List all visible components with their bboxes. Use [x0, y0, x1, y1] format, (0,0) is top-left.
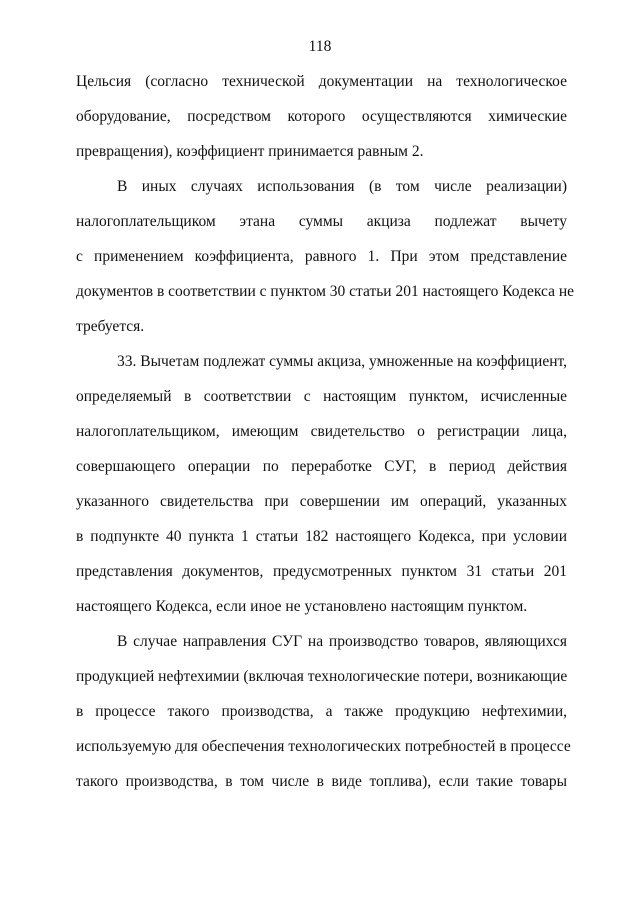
text-line: такого производства, в том числе в виде топлива), если такие товары [76, 773, 567, 790]
text-line: представления документов, предусмотренных пунктом 31 статьи 201 [76, 563, 567, 580]
text-line: настоящего Кодекса, если иное не установлено настоящим пунктом. [76, 598, 528, 615]
text-line: документов в соответствии с пунктом 30 статьи 201 настоящего Кодекса не [76, 283, 574, 300]
page-number: 118 [308, 38, 332, 55]
text-line: требуется. [76, 318, 145, 335]
text-line: в процессе такого производства, а также продукцию нефтехимии, [76, 703, 567, 720]
text-line: превращения), коэффициент принимается равным 2. [76, 143, 424, 160]
text-line: указанного свидетельства при совершении им операций, указанных [76, 493, 567, 510]
paragraph-first-line: 33. Вычетам подлежат суммы акциза, умноженные на коэффициент, [117, 353, 568, 370]
text-line: налогоплательщиком, имеющим свидетельство о регистрации лица, [76, 423, 567, 440]
text-line: продукцией нефтехимии (включая технологические потери, возникающие [76, 668, 568, 685]
text-line: в подпункте 40 пункта 1 статьи 182 настоящего Кодекса, при условии [76, 528, 567, 545]
text-line: совершающего операции по переработке СУГ, в период действия [76, 458, 567, 475]
text-line: с применением коэффициента, равного 1. При этом представление [76, 248, 567, 265]
text-line: определяемый в соответствии с настоящим пунктом, исчисленные [76, 388, 567, 405]
text-line: используемую для обеспечения технологических потребностей в процессе [76, 738, 571, 755]
text-line: налогоплательщиком этана суммы акциза подлежат вычету [76, 213, 567, 230]
text-line: оборудование, посредством которого осуществляются химические [76, 108, 567, 125]
text-line: Цельсия (согласно технической документации на технологическое [76, 73, 567, 90]
paragraph-first-line: В случае направления СУГ на производство товаров, являющихся [117, 633, 567, 650]
paragraph-first-line: В иных случаях использования (в том числе реализации) [117, 178, 567, 195]
